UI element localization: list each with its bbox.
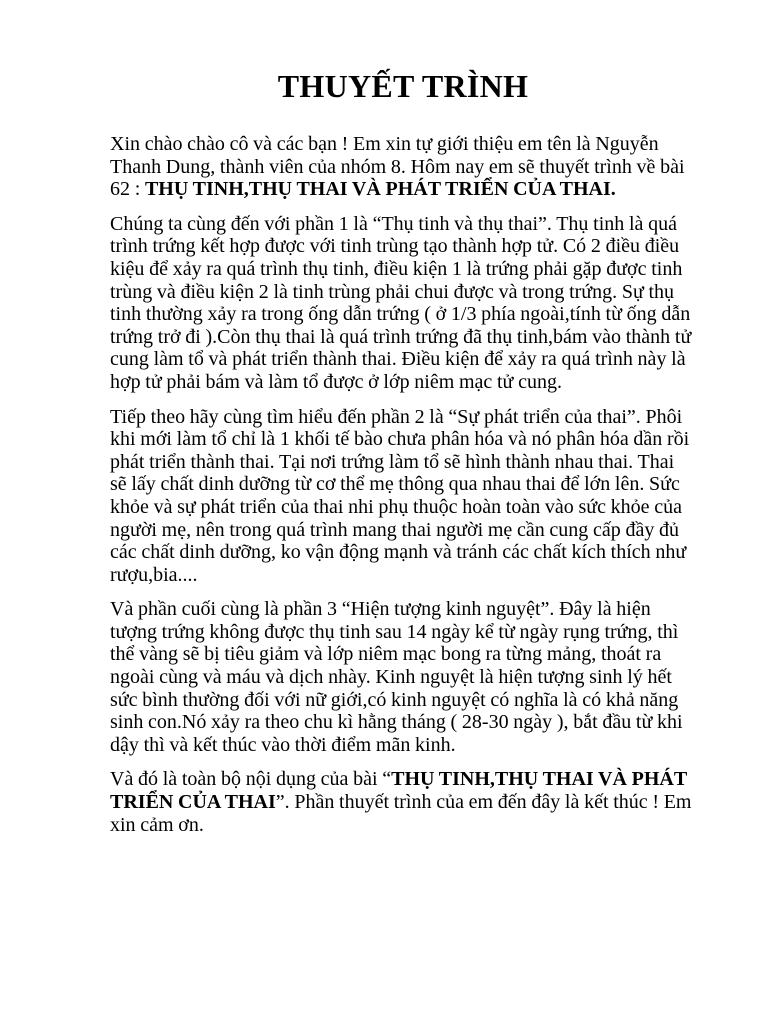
- paragraph-part-3: [110, 598, 695, 756]
- paragraph-text: Và đó là toàn bộ nội dụng của bài “: [110, 768, 392, 791]
- paragraph-intro: [110, 133, 695, 201]
- paragraph-text: ”. Phần thuyết trình của em đến đây là kết thúc ! Em xin cảm ơn.: [110, 791, 692, 836]
- paragraph-text: Xin chào chào cô và các bạn ! Em xin tự giới thiệu em tên là Nguyễn Thanh Dung, thành viên của nhóm 8. Hôm nay em sẽ thuyết trình về bài 62 :: [110, 133, 685, 201]
- paragraph-text: Chúng ta cùng đến với phần 1 là “Thụ tinh và thụ thai”. Thụ tinh là quá trình trứng kết hợp được với tinh trùng tạo thành hợp tử. Có 2 điều điều kiệu để xảy ra quá trình thụ tinh, điều kiện 1 là trứng phải gặp được tinh trùng và điều kiện 2 là tinh trùng phải chui được và trong trứng. Sự thụ tinh thường xảy ra trong ống dẫn trứng ( ở 1/3 phía ngoài,tính từ ống dẫn trứng trở đi ).Còn thụ thai là quá trình trứng đã thụ tinh,bám vào thành tử cung làm tổ và phát triển thành thai. Điều kiện để xảy ra quá trình này là hợp tử phải bám và làm tổ được ở lớp niêm mạc tử cung.: [110, 212, 692, 393]
- lesson-title-bold: THỤ TINH,THỤ THAI VÀ PHÁT TRIỂN CỦA THAI.: [144, 178, 616, 201]
- paragraph-text: Tiếp theo hãy cùng tìm hiểu đến phần 2 là “Sự phát triển của thai”. Phôi khi mới làm tổ chỉ là 1 khối tế bào chưa phân hóa và nó phân hóa dần rồi phát triển thành thai. Tại nơi trứng làm tổ sẽ hình thành nhau thai. Thai sẽ lấy chất dinh dưỡng từ cơ thể mẹ thông qua nhau thai để lớn lên. Sức khỏe và sự phát triển của thai nhi phụ thuộc hoàn toàn vào sức khỏe của người mẹ, nên trong quá trình mang thai người mẹ cần cung cấp đầy đủ các chất dinh dưỡng, ko vận động mạnh và tránh các chất kích thích như rượu,bia....: [110, 405, 690, 586]
- lesson-title-bold: THỤ TINH,THỤ THAI VÀ PHÁT TRIỂN CỦA THAI: [110, 768, 687, 814]
- paragraph-part-1: [110, 213, 695, 394]
- paragraph-text: Và phần cuối cùng là phần 3 “Hiện tượng kinh nguyệt”. Đây là hiện tượng trứng không được thụ tinh sau 14 ngày kể từ ngày rụng trứng, thì thể vàng sẽ bị tiêu giảm và lớp niêm mạc bong ra từng mảng, thoát ra ngoài cùng và máu và dịch nhày. Kinh nguyệt là hiện tượng sinh lý hết sức bình thường đối với nữ giới,có kinh nguyệt có nghĩa là có khả năng sinh con.Nó xảy ra theo chu kì hằng tháng ( 28-30 ngày ), bắt đầu từ khi dậy thì và kết thúc vào thời điểm mãn kinh.: [110, 598, 683, 756]
- document-title: THUYẾT TRÌNH: [277, 68, 529, 104]
- paragraph-part-2: [110, 406, 695, 587]
- paragraph-conclusion: [110, 768, 695, 836]
- document-body: [110, 133, 695, 848]
